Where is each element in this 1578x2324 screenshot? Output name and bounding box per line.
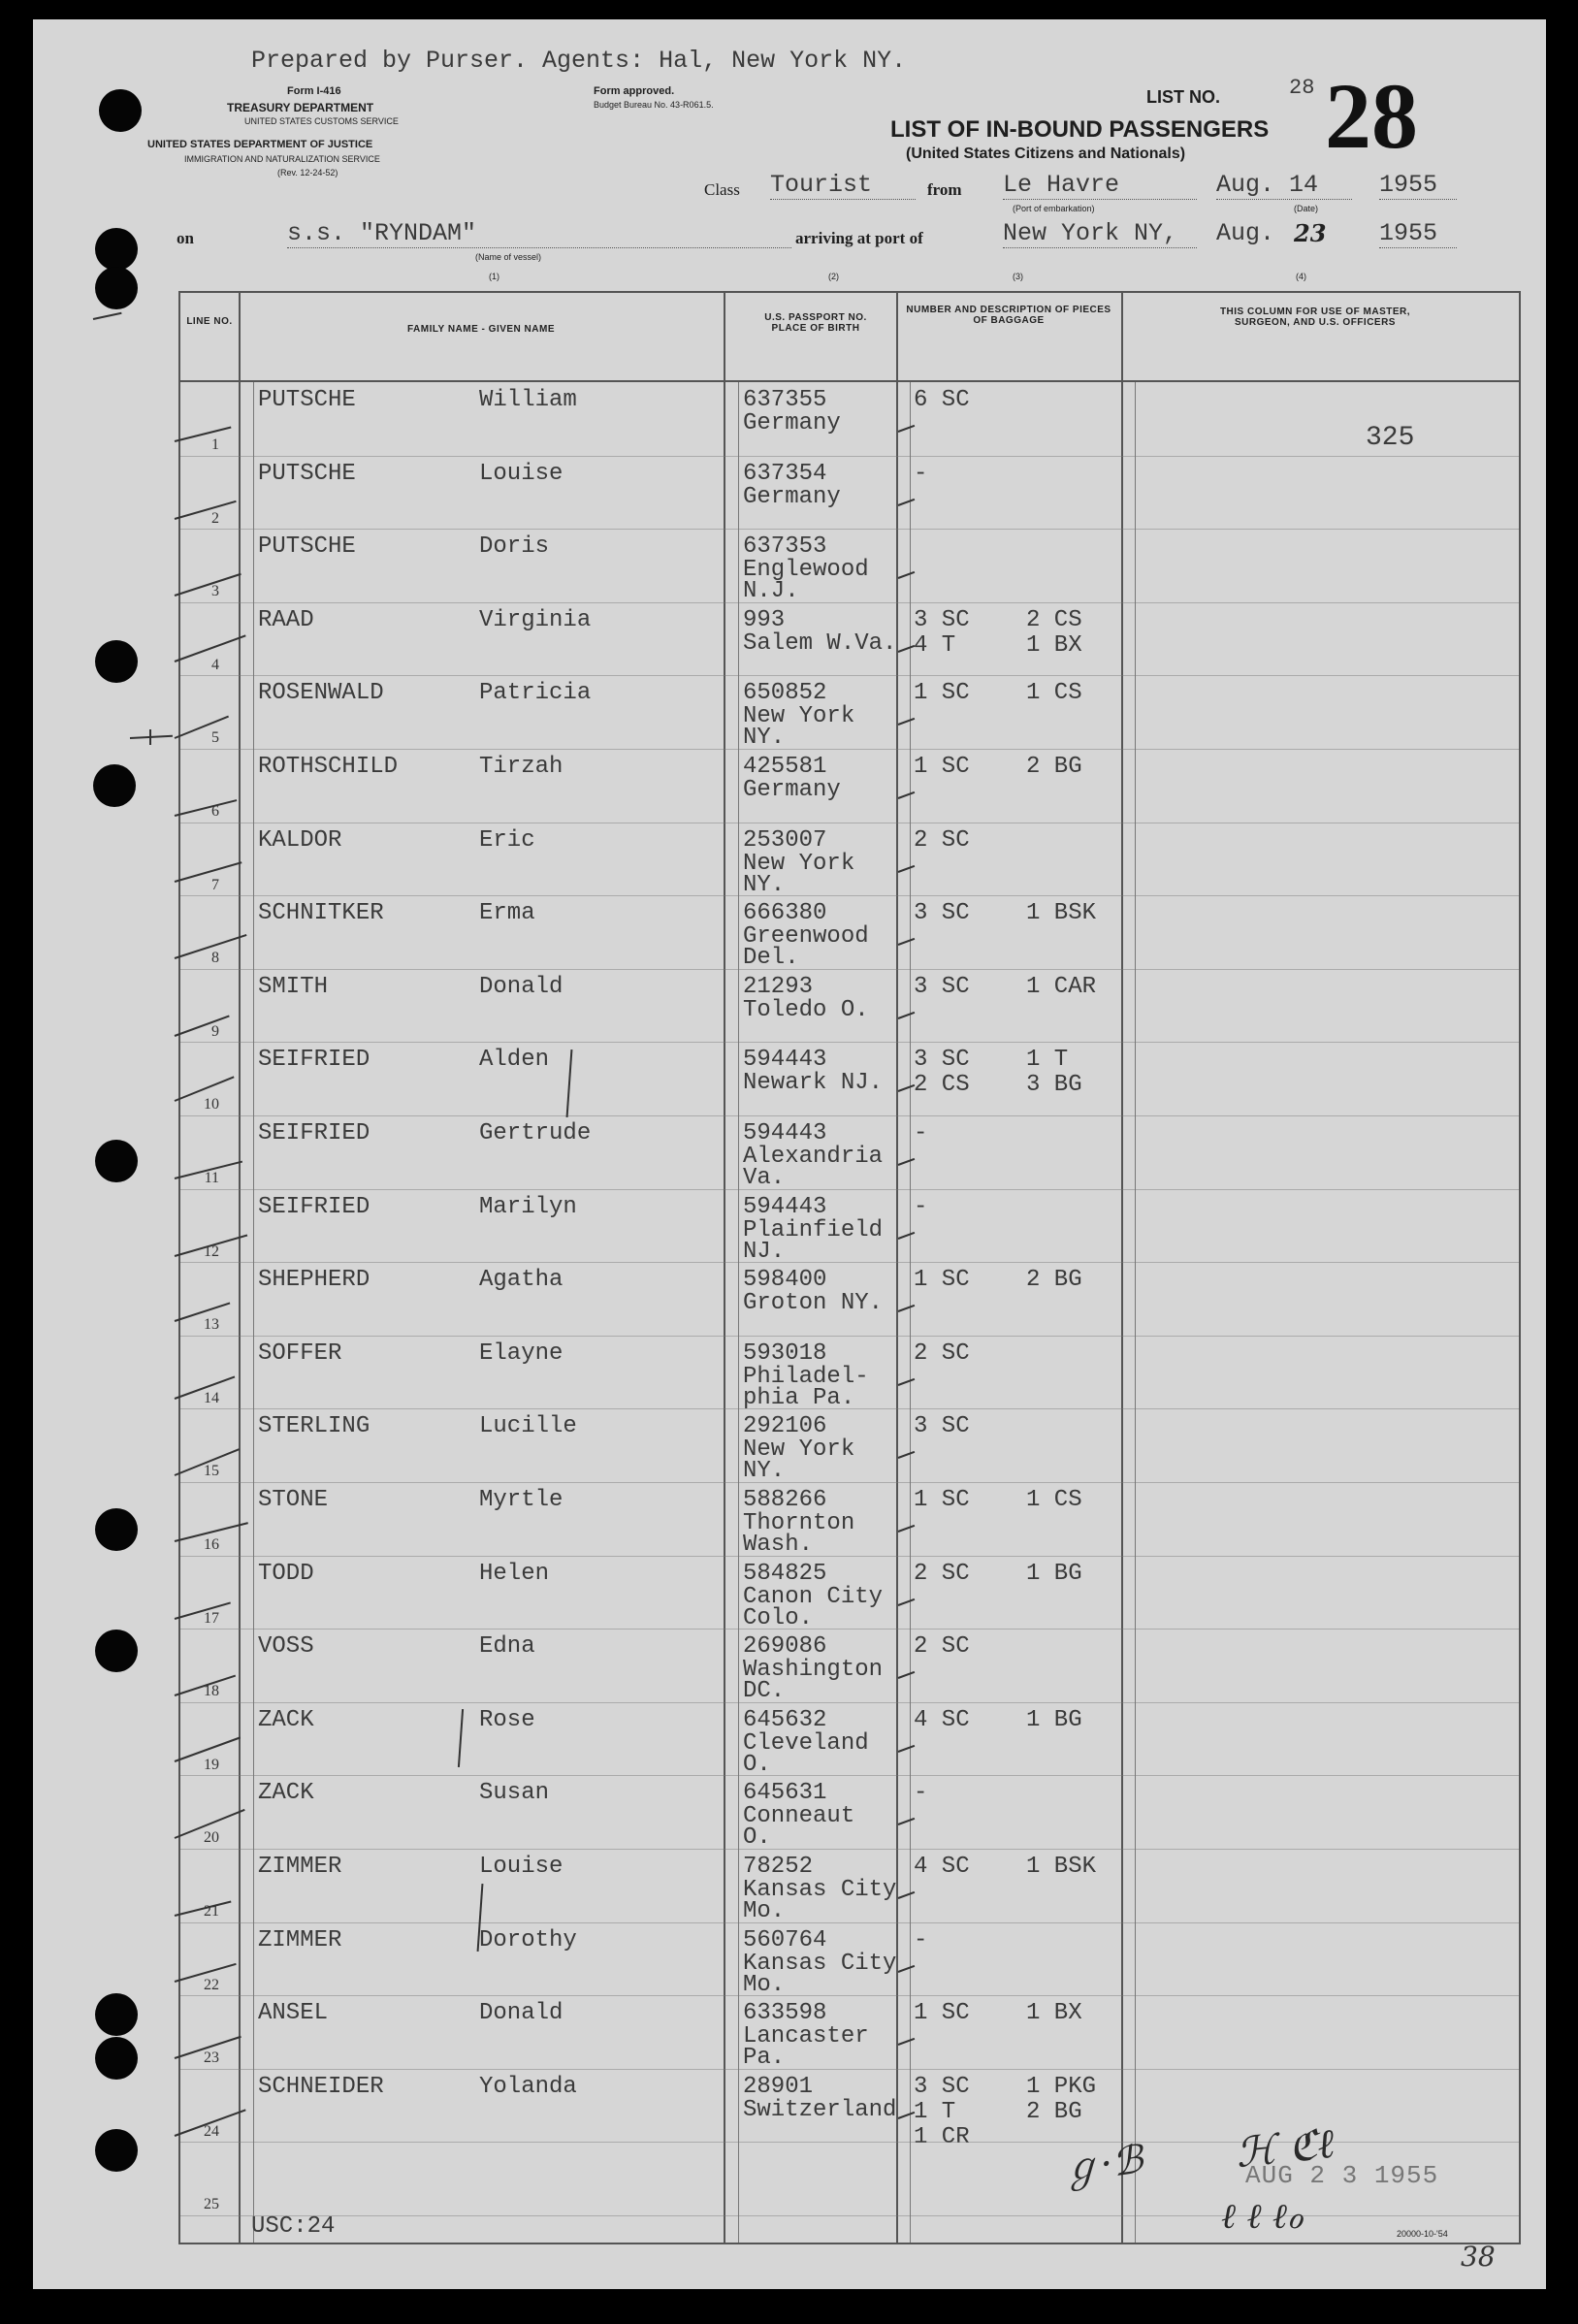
- vessel-name: s.s. "RYNDAM": [287, 219, 791, 248]
- baggage-tick: [898, 2038, 916, 2046]
- passport-number: 645631: [743, 1780, 827, 1807]
- family-name: SEIFRIED: [258, 1120, 370, 1146]
- baggage-tick: [898, 1745, 916, 1753]
- given-name: Marilyn: [479, 1193, 577, 1220]
- baggage-tick: [898, 1598, 916, 1605]
- place-of-birth: New York NY.: [743, 1436, 855, 1485]
- baggage-pieces: 3 SC 1 T 1 CR: [914, 2073, 970, 2150]
- date-caption: (Date): [1294, 204, 1319, 213]
- line-number: 19: [204, 1756, 219, 1773]
- col-index-1: (1): [489, 272, 499, 281]
- row-rule: [180, 1702, 1519, 1703]
- punch-hole: [95, 1508, 138, 1551]
- family-name: ANSEL: [258, 2000, 329, 2027]
- given-name: Edna: [479, 1633, 535, 1661]
- form-approved: Form approved.: [594, 85, 675, 97]
- table-row: [180, 1410, 1519, 1484]
- table-row: [180, 1558, 1519, 1631]
- officer-signature: ℋ ℭℓ: [1233, 2118, 1337, 2178]
- baggage-tick: [898, 645, 916, 653]
- row-rule: [180, 1482, 1519, 1483]
- punch-hole: [95, 2129, 138, 2172]
- place-of-birth: Plainfield NJ.: [743, 1216, 884, 1265]
- line-number: 11: [204, 1170, 219, 1186]
- baggage-tick: [898, 938, 916, 946]
- margin-mark: [93, 312, 122, 320]
- embark-date: Aug. 14: [1216, 171, 1352, 200]
- family-name: SMITH: [258, 973, 329, 1000]
- list-no-big: 28: [1325, 64, 1418, 168]
- family-name: SEIFRIED: [258, 1193, 370, 1220]
- table-row: [180, 1117, 1519, 1191]
- line-number: 23: [204, 2050, 219, 2067]
- baggage-tick: [898, 1525, 916, 1533]
- baggage-tick: [898, 1964, 916, 1972]
- table-row: [180, 531, 1519, 604]
- col-index-2: (2): [828, 272, 839, 281]
- class-value: Tourist: [770, 171, 916, 200]
- family-name: STERLING: [258, 1413, 370, 1440]
- place-of-birth: Washington DC.: [743, 1657, 884, 1705]
- table-row: [180, 1191, 1519, 1265]
- baggage-pieces: -: [914, 460, 928, 487]
- place-of-birth: Kansas City Mo.: [743, 1950, 897, 1998]
- header-rule: [180, 380, 1519, 382]
- given-name: Yolanda: [479, 2073, 577, 2100]
- baggage-pieces: 2 SC: [914, 1560, 970, 1587]
- baggage-pieces: -: [914, 1780, 928, 1807]
- baggage-pieces-extra: 1 BG: [1026, 1706, 1082, 1733]
- baggage-pieces-extra: 2 BG: [1026, 1267, 1082, 1294]
- passport-number: 253007: [743, 826, 827, 854]
- row-rule: [180, 1922, 1519, 1923]
- family-name: KALDOR: [258, 826, 342, 854]
- line-number: 10: [204, 1096, 219, 1114]
- place-of-birth: New York NY.: [743, 703, 855, 752]
- row-rule: [180, 1995, 1519, 1996]
- arriving-label: arriving at port of: [795, 229, 923, 247]
- baggage-pieces: 4 SC: [914, 1854, 970, 1880]
- line-number: 9: [211, 1022, 219, 1040]
- place-of-birth: Germany: [743, 410, 841, 436]
- baggage-tick: [898, 1378, 916, 1386]
- arrival-port: New York NY,: [1003, 219, 1197, 248]
- place-of-birth: Lancaster Pa.: [743, 2023, 869, 2072]
- line-number: 16: [204, 1536, 219, 1553]
- row-rule: [180, 602, 1519, 603]
- print-code: 20000-10-'54: [1397, 2229, 1448, 2239]
- baggage-tick: [898, 1084, 916, 1092]
- family-name: SCHNEIDER: [258, 2073, 384, 2100]
- line-number: 18: [204, 1683, 219, 1700]
- manifest-page: [33, 19, 1546, 2289]
- baggage-pieces-extra: 1 BSK: [1026, 1854, 1097, 1880]
- family-name: ZIMMER: [258, 1926, 342, 1953]
- place-of-birth: Greenwood Del.: [743, 923, 869, 972]
- place-of-birth: Philadel- phia Pa.: [743, 1363, 869, 1411]
- col-header-baggage: NUMBER AND DESCRIPTION OF PIECES OF BAGGAGE: [906, 305, 1111, 326]
- family-name: VOSS: [258, 1633, 314, 1661]
- budget-bureau: Budget Bureau No. 43-R061.5.: [594, 100, 714, 110]
- passport-number: 593018: [743, 1340, 827, 1367]
- col-index-4: (4): [1296, 272, 1306, 281]
- row-rule: [180, 456, 1519, 457]
- place-of-birth: Canon City Colo.: [743, 1583, 884, 1631]
- passport-number: 425581: [743, 754, 827, 780]
- row-rule: [180, 529, 1519, 530]
- place-of-birth: Groton NY.: [743, 1290, 884, 1317]
- punch-hole: [95, 640, 138, 683]
- baggage-tick: [898, 718, 916, 726]
- baggage-pieces-extra: 2 CS 1 BX: [1026, 606, 1082, 659]
- corner-mark: 38: [1461, 2241, 1496, 2273]
- line-number: 4: [211, 656, 219, 673]
- baggage-pieces: 1 SC: [914, 2000, 970, 2027]
- table-row: [180, 971, 1519, 1045]
- list-no-label: LIST NO.: [1146, 87, 1220, 107]
- from-label: from: [927, 180, 962, 199]
- line-number: 7: [211, 876, 219, 893]
- baggage-pieces: 3 SC 2 CS: [914, 1047, 970, 1099]
- family-name: ZACK: [258, 1706, 314, 1733]
- line-number: 12: [204, 1243, 219, 1260]
- place-of-birth: Switzerland: [743, 2096, 897, 2123]
- line-number: 3: [211, 583, 219, 600]
- prepared-by: Prepared by Purser. Agents: Hal, New York NY.: [251, 47, 907, 75]
- passport-number: 21293: [743, 973, 814, 1000]
- place-of-birth: Salem W.Va.: [743, 629, 897, 657]
- table-row: [180, 1630, 1519, 1704]
- usc-note: USC:24: [251, 2213, 336, 2240]
- given-name: Susan: [479, 1780, 550, 1807]
- line-number: 6: [211, 803, 219, 820]
- punch-hole: [95, 2037, 138, 2080]
- family-name: SOFFER: [258, 1340, 342, 1367]
- baggage-tick: [898, 1818, 916, 1825]
- given-name: Helen: [479, 1560, 550, 1587]
- given-name: Donald: [479, 973, 564, 1000]
- given-name: Tirzah: [479, 754, 564, 780]
- baggage-pieces: 3 SC: [914, 1413, 970, 1440]
- passport-number: 594443: [743, 1193, 827, 1220]
- given-name: Erma: [479, 900, 535, 927]
- row-rule: [180, 1189, 1519, 1190]
- list-title: LIST OF IN-BOUND PASSENGERS: [890, 116, 1270, 143]
- row-rule: [180, 1408, 1519, 1409]
- arrival-stamp: AUG 2 3 1955: [1245, 2161, 1439, 2190]
- punch-hole: [99, 89, 142, 132]
- passport-number: 637353: [743, 533, 827, 561]
- baggage-tick: [898, 1305, 916, 1312]
- inspector-signature: ℓ ℓ ℓℴ: [1221, 2197, 1304, 2237]
- col-header-passport: U.S. PASSPORT NO. PLACE OF BIRTH: [764, 312, 867, 334]
- form-number: Form I-416: [287, 85, 341, 97]
- baggage-pieces-extra: 1 T 3 BG: [1026, 1047, 1082, 1099]
- table-row: [180, 1338, 1519, 1411]
- baggage-pieces: 3 SC 4 T: [914, 606, 970, 659]
- table-row: [180, 604, 1519, 678]
- col-header-official: THIS COLUMN FOR USE OF MASTER, SURGEON, AND U.S. OFFICERS: [1219, 307, 1411, 328]
- embark-port: Le Havre: [1003, 171, 1197, 200]
- place-of-birth: Germany: [743, 777, 841, 803]
- punch-hole: [95, 228, 138, 271]
- baggage-tick: [898, 864, 916, 872]
- baggage-tick: [898, 1231, 916, 1239]
- table-row: [180, 677, 1519, 751]
- baggage-pieces-extra: 1 CS: [1026, 1487, 1082, 1513]
- punch-hole: [95, 1993, 138, 2036]
- row-rule: [180, 749, 1519, 750]
- family-name: RAAD: [258, 606, 314, 633]
- place-of-birth: Germany: [743, 483, 841, 510]
- baggage-pieces: -: [914, 1193, 928, 1220]
- row-rule: [180, 895, 1519, 896]
- passenger-table: [178, 291, 1521, 2244]
- table-row: [180, 458, 1519, 532]
- list-no-small: 28: [1289, 76, 1315, 100]
- family-name: ZACK: [258, 1780, 314, 1807]
- line-number: 17: [204, 1609, 219, 1627]
- family-name: ROTHSCHILD: [258, 754, 399, 780]
- baggage-tick: [898, 425, 916, 433]
- baggage-pieces-extra: 2 BG: [1026, 754, 1082, 780]
- passport-number: 560764: [743, 1926, 827, 1953]
- embark-caption: (Port of embarkation): [1013, 204, 1095, 213]
- baggage-tick: [898, 1671, 916, 1679]
- table-row: [180, 1777, 1519, 1851]
- official-note: 325: [1366, 423, 1415, 453]
- table-row: [180, 1264, 1519, 1338]
- given-name: Dorothy: [479, 1926, 577, 1953]
- row-rule: [180, 1556, 1519, 1557]
- place-of-birth: Thornton Wash.: [743, 1510, 855, 1558]
- given-name: Eric: [479, 826, 535, 854]
- table-row: [180, 384, 1519, 458]
- on-label: on: [177, 229, 194, 247]
- line-number: 20: [204, 1829, 219, 1847]
- baggage-pieces-extra: 1 BSK: [1026, 900, 1097, 927]
- baggage-tick: [898, 1891, 916, 1899]
- baggage-pieces-extra: 1 CS: [1026, 680, 1082, 707]
- passport-number: 666380: [743, 900, 827, 927]
- passport-number: 584825: [743, 1560, 827, 1587]
- passport-number: 645632: [743, 1706, 827, 1733]
- line-number: 15: [204, 1463, 219, 1480]
- vessel-caption: (Name of vessel): [475, 252, 542, 262]
- form-revision: (Rev. 12-24-52): [277, 168, 338, 178]
- place-of-birth: Newark NJ.: [743, 1070, 884, 1097]
- punch-hole: [95, 1630, 138, 1672]
- baggage-pieces: -: [914, 1120, 928, 1146]
- ins-label: IMMIGRATION AND NATURALIZATION SERVICE: [184, 154, 380, 164]
- passport-number: 650852: [743, 680, 827, 707]
- passport-number: 993: [743, 606, 786, 633]
- baggage-pieces: 3 SC: [914, 900, 970, 927]
- passport-number: 637354: [743, 460, 827, 487]
- line-number: 1: [211, 436, 219, 453]
- baggage-tick: [898, 1012, 916, 1019]
- baggage-pieces: 4 SC: [914, 1706, 970, 1733]
- baggage-pieces-extra: 1 PKG 2 BG: [1026, 2073, 1097, 2125]
- embark-year: 1955: [1379, 171, 1457, 200]
- family-name: STONE: [258, 1487, 329, 1513]
- passport-number: 292106: [743, 1413, 827, 1440]
- arrival-day: 23: [1294, 219, 1327, 247]
- place-of-birth: Alexandria Va.: [743, 1144, 884, 1191]
- col-header-name: FAMILY NAME - GIVEN NAME: [406, 324, 555, 335]
- baggage-pieces: 2 SC: [914, 1633, 970, 1661]
- punch-hole: [93, 764, 136, 807]
- given-name: Agatha: [479, 1267, 564, 1294]
- col-index-3: (3): [1013, 272, 1023, 281]
- passport-number: 28901: [743, 2073, 814, 2100]
- passport-number: 633598: [743, 2000, 827, 2027]
- baggage-pieces: 6 SC: [914, 387, 970, 413]
- customs-service: UNITED STATES CUSTOMS SERVICE: [244, 116, 399, 126]
- baggage-pieces: 1 SC: [914, 754, 970, 780]
- margin-mark: [149, 729, 151, 745]
- row-rule: [180, 675, 1519, 676]
- place-of-birth: Englewood N.J.: [743, 557, 869, 605]
- row-rule: [180, 969, 1519, 970]
- row-rule: [180, 1775, 1519, 1776]
- family-name: SCHNITKER: [258, 900, 384, 927]
- place-of-birth: Cleveland O.: [743, 1729, 869, 1778]
- row-rule: [180, 2069, 1519, 2070]
- baggage-pieces: 1 SC: [914, 1487, 970, 1513]
- table-row: [180, 1997, 1519, 2071]
- line-number: 8: [211, 950, 219, 967]
- baggage-pieces: 1 SC: [914, 1267, 970, 1294]
- given-name: Myrtle: [479, 1487, 564, 1513]
- given-name: Doris: [479, 533, 550, 561]
- place-of-birth: Kansas City Mo.: [743, 1877, 897, 1924]
- row-rule: [180, 1849, 1519, 1850]
- baggage-pieces: 2 SC: [914, 1340, 970, 1367]
- col-header-line: LINE NO.: [186, 316, 233, 327]
- table-row: [180, 1704, 1519, 1778]
- table-row: [180, 1044, 1519, 1117]
- arrival-date-prefix: Aug.: [1216, 219, 1275, 247]
- baggage-pieces-extra: 1 CAR: [1026, 973, 1097, 1000]
- place-of-birth: Conneaut O.: [743, 1803, 855, 1852]
- baggage-tick: [898, 2112, 916, 2119]
- baggage-pieces: 2 SC: [914, 826, 970, 854]
- line-number: 21: [204, 1903, 219, 1920]
- baggage-tick: [898, 1451, 916, 1459]
- baggage-tick: [898, 791, 916, 799]
- treasury-dept: TREASURY DEPARTMENT: [227, 101, 374, 114]
- row-rule: [180, 1042, 1519, 1043]
- line-number: 13: [204, 1316, 219, 1334]
- place-of-birth: New York NY.: [743, 850, 855, 898]
- family-name: SHEPHERD: [258, 1267, 370, 1294]
- row-rule: [180, 1115, 1519, 1116]
- given-name: Patricia: [479, 680, 592, 707]
- table-row: [180, 751, 1519, 824]
- line-number: 14: [204, 1389, 219, 1406]
- passport-number: 598400: [743, 1267, 827, 1294]
- given-name: Rose: [479, 1706, 535, 1733]
- line-number: 22: [204, 1976, 219, 1993]
- row-rule: [180, 2215, 1519, 2216]
- family-name: SEIFRIED: [258, 1047, 370, 1074]
- family-name: ZIMMER: [258, 1854, 342, 1880]
- baggage-pieces: -: [914, 1926, 928, 1953]
- given-name: Gertrude: [479, 1120, 592, 1146]
- baggage-tick: [898, 1158, 916, 1166]
- passport-number: 594443: [743, 1120, 827, 1146]
- initials-signature: ℊ·ℬ: [1058, 2137, 1146, 2193]
- row-rule: [180, 1336, 1519, 1337]
- given-name: Elayne: [479, 1340, 564, 1367]
- line-number: 5: [211, 729, 219, 747]
- table-row: [180, 824, 1519, 898]
- line-number: 24: [204, 2122, 219, 2140]
- passport-number: 78252: [743, 1854, 814, 1880]
- passport-number: 588266: [743, 1487, 827, 1513]
- given-name: Donald: [479, 2000, 564, 2027]
- justice-dept: UNITED STATES DEPARTMENT OF JUSTICE: [147, 139, 373, 150]
- baggage-pieces: 3 SC: [914, 973, 970, 1000]
- class-label: Class: [704, 180, 740, 199]
- given-name: Lucille: [479, 1413, 577, 1440]
- given-name: Virginia: [479, 606, 592, 633]
- passport-number: 637355: [743, 387, 827, 413]
- table-row: [180, 1484, 1519, 1558]
- list-subtitle: (United States Citizens and Nationals): [906, 145, 1186, 162]
- row-rule: [180, 1629, 1519, 1630]
- given-name: Louise: [479, 1854, 564, 1880]
- given-name: William: [479, 387, 577, 413]
- family-name: PUTSCHE: [258, 460, 356, 487]
- family-name: PUTSCHE: [258, 533, 356, 561]
- row-rule: [180, 1262, 1519, 1263]
- table-row: [180, 1924, 1519, 1998]
- table-row: [180, 1851, 1519, 1924]
- family-name: ROSENWALD: [258, 680, 384, 707]
- passport-number: 269086: [743, 1633, 827, 1661]
- family-name: PUTSCHE: [258, 387, 356, 413]
- passport-number: 594443: [743, 1047, 827, 1074]
- baggage-tick: [898, 571, 916, 579]
- punch-hole: [95, 1140, 138, 1182]
- baggage-pieces-extra: 1 BG: [1026, 1560, 1082, 1587]
- table-row: [180, 897, 1519, 971]
- baggage-pieces-extra: 1 BX: [1026, 2000, 1082, 2027]
- arrival-year: 1955: [1379, 219, 1457, 248]
- baggage-pieces: 1 SC: [914, 680, 970, 707]
- family-name: TODD: [258, 1560, 314, 1587]
- baggage-tick: [898, 498, 916, 505]
- given-name: Alden: [479, 1047, 550, 1074]
- line-number: 25: [204, 2196, 219, 2213]
- line-number: 2: [211, 509, 219, 527]
- place-of-birth: Toledo O.: [743, 996, 869, 1023]
- punch-hole: [95, 267, 138, 309]
- given-name: Louise: [479, 460, 564, 487]
